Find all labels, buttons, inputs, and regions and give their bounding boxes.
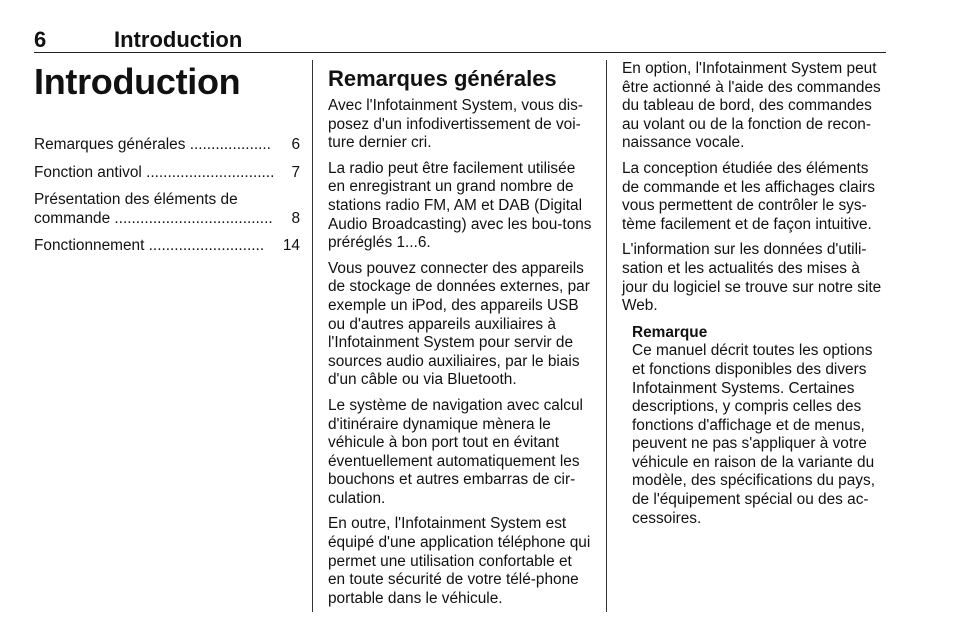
toc-page: 6 [291, 136, 300, 153]
toc-page: 7 [291, 163, 300, 181]
note-title: Remarque [632, 323, 708, 341]
toc-entry[interactable] [34, 237, 300, 256]
toc-label: Fonction antivol .............................. [34, 163, 275, 181]
column-divider [606, 60, 607, 612]
paragraph: En option, l'Infotainment System peut être actionné à l'aide des commandes du tableau de bord, des commandes au volant ou de la fonction de recon-naissance vocale. [622, 60, 881, 152]
paragraph: Vous pouvez connecter des appareils de stockage de données externes, par exemple un iPod, des appareils USB ou d'autres appareils auxiliaires à l'Infotainment System pour servir de sources audio auxiliaires, par le biais d'un câble ou via Bluetooth. [328, 259, 590, 389]
left-column [34, 60, 300, 265]
column-divider [312, 60, 313, 612]
toc-label: Présentation des éléments de [34, 191, 238, 209]
paragraph: L'information sur les données d'utili-sation et les actualités des mises à jour du logiciel se trouve sur notre site Web. [622, 241, 882, 315]
middle-column [328, 60, 593, 615]
toc-entry[interactable] [34, 164, 300, 183]
table-of-contents [34, 136, 300, 256]
toc-page: 8 [291, 209, 300, 227]
toc-label: commande ..................................... [34, 209, 273, 227]
paragraph: Avec l'Infotainment System, vous dis-posez d'un infodivertissement de voi-ture dernier cri. [328, 97, 583, 152]
toc-label: Remarques générales ................... [34, 136, 271, 153]
toc-page: 14 [282, 237, 300, 255]
header-rule [34, 52, 886, 53]
chapter-title: Introduction [34, 61, 241, 102]
note-text: Ce manuel décrit toutes les options et fonctions disponibles des divers Infotainment Systems. Certaines descriptions, y compris celles des fonctions d'affichage et de menus, peuvent ne pas s'appliquer à votre véhicule en raison de la variante du modèle, des spécifications du pays, de l'équipement spécial ou des ac-cessoires. [632, 342, 875, 527]
paragraph: En outre, l'Infotainment System est équipé d'une application téléphone qui permet une utilisation confortable et en toute sécurité de votre télé-phone portable dans le véhicule. [328, 515, 591, 607]
paragraph: Le système de navigation avec calcul d'itinéraire dynamique mènera le véhicule à bon port tout en évitant éventuellement automatiquement les bouchons et autres embarras de cir-culation. [328, 396, 583, 507]
section-heading: Remarques générales [328, 66, 557, 91]
header-title: Introduction [114, 27, 243, 52]
paragraph: La conception étudiée des éléments de commande et les affichages clairs vous permettent de contrôler le sys-tème facilement et de façon intuitive. [622, 159, 875, 233]
note-box [632, 324, 888, 529]
paragraph: La radio peut être facilement utilisée en enregistrant un grand nombre de stations radio FM, AM et DAB (Digital Audio Broadcasting) avec les bou-tons préréglés 1...6. [328, 159, 592, 252]
page-number: 6 [34, 27, 47, 52]
toc-label: Fonctionnement ........................... [34, 237, 265, 255]
right-column [622, 60, 888, 528]
toc-entry[interactable] [34, 191, 300, 228]
toc-entry[interactable] [34, 136, 300, 155]
